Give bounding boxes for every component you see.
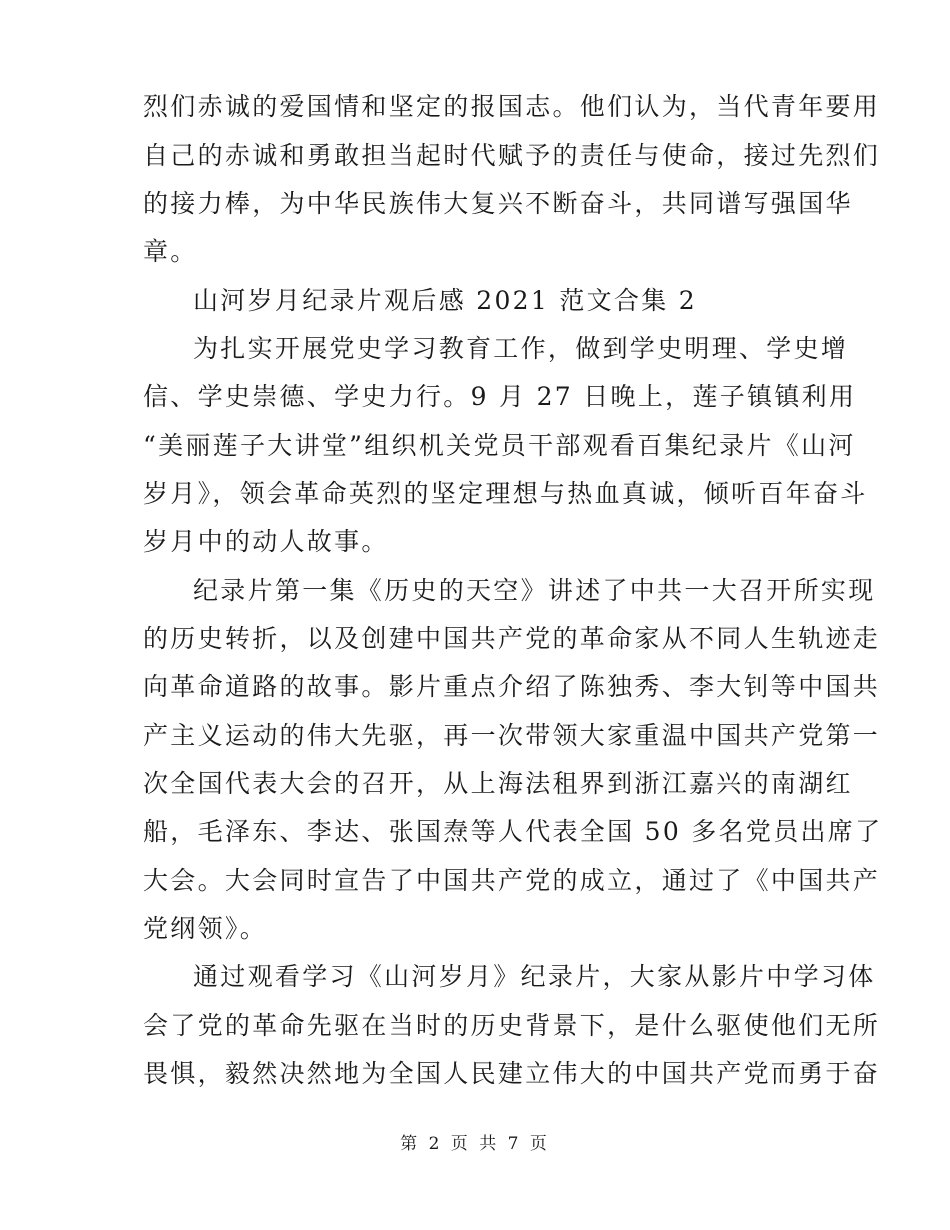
- text-line: 向革命道路的故事。影片重点介绍了陈独秀、李大钊等中国共: [143, 672, 881, 701]
- text-line: 岁月中的动人故事。: [143, 527, 389, 556]
- text-line: 的接力棒，为中华民族伟大复兴不断奋斗，共同谱写强国华: [143, 189, 853, 218]
- text-line: 岁月》，领会革命英烈的坚定理想与热血真诚，倾听百年奋斗: [143, 479, 868, 508]
- text-line: 纪录片第一集《历史的天空》讲述了中共一大召开所实现: [193, 576, 876, 605]
- text-line: 自己的赤诚和勇敢担当起时代赋予的责任与使命，接过先烈们: [143, 141, 881, 170]
- text-line: 会了党的革命先驱在当时的历史背景下，是什么驱使他们无所: [143, 1011, 881, 1040]
- text-line: “美丽莲子大讲堂”组织机关党员干部观看百集纪录片《山河: [143, 431, 856, 460]
- text-line: 畏惧，毅然决然地为全国人民建立伟大的中国共产党而勇于奋: [143, 1059, 881, 1088]
- text-line: 产主义运动的伟大先驱，再一次带领大家重温中国共产党第一: [143, 721, 881, 750]
- text-line: 大会。大会同时宣告了中国共产党的成立，通过了《中国共产: [143, 866, 881, 895]
- text-line: 次全国代表大会的召开，从上海法租界到浙江嘉兴的南湖红: [143, 769, 853, 798]
- text-line: 章。: [143, 237, 198, 266]
- text-line: 通过观看学习《山河岁月》纪录片，大家从影片中学习体: [193, 962, 876, 991]
- text-line: 烈们赤诚的爱国情和坚定的报国志。他们认为，当代青年要用: [143, 92, 881, 121]
- text-line: 的历史转折，以及创建中国共产党的革命家从不同人生轨迹走: [143, 624, 881, 653]
- text-line: 信、学史崇德、学史力行。9 月 27 日晚上，莲子镇镇利用: [143, 382, 857, 411]
- page-number-footer: 第 2 页 共 7 页: [400, 1134, 550, 1154]
- text-line: 为扎实开展党史学习教育工作，做到学史明理、学史增: [193, 334, 849, 363]
- section-heading: 山河岁月纪录片观后感 2021 范文合集 2: [193, 286, 697, 315]
- text-line: 党纲领》。: [143, 914, 268, 943]
- text-line: 船，毛泽东、李达、张国焘等人代表全国 50 多名党员出席了: [143, 817, 883, 846]
